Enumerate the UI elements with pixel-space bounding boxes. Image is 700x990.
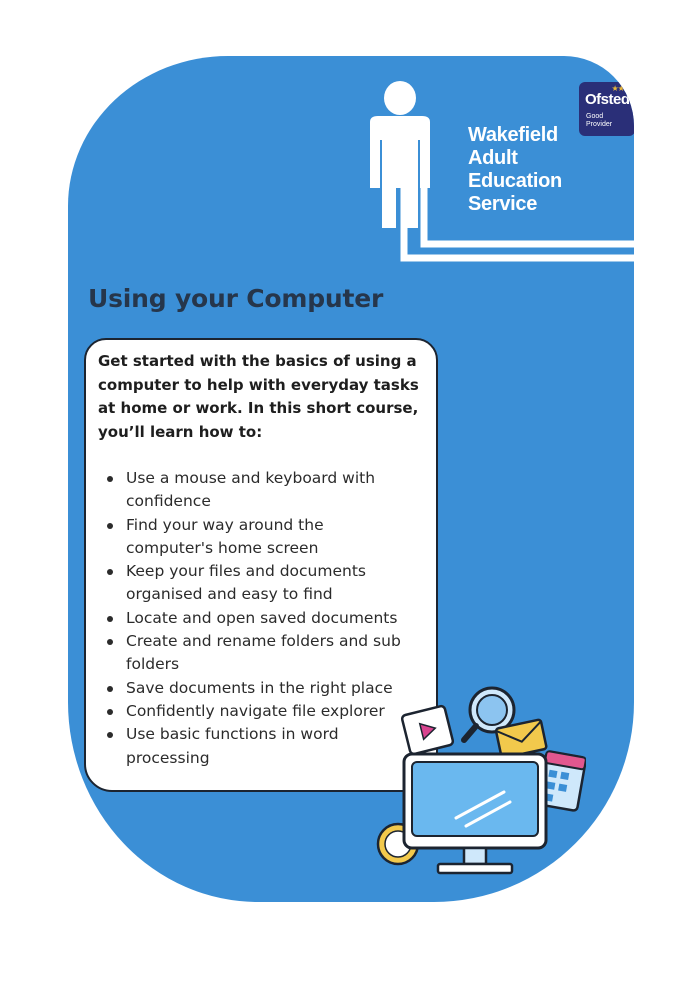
organisation-name-line: Education xyxy=(468,170,562,192)
list-item-text: confidence xyxy=(126,492,211,511)
flyer-background xyxy=(68,56,634,902)
list-item-text: Keep your files and documents xyxy=(126,562,366,581)
list-item-text: Use a mouse and keyboard with xyxy=(126,469,376,487)
ofsted-badge xyxy=(579,82,634,136)
list-item-text: processing xyxy=(126,748,210,767)
list-item-text: Find your way around the xyxy=(126,515,324,534)
intro-line: computer to help with everyday tasks xyxy=(98,375,419,394)
course-intro xyxy=(98,350,428,444)
organisation-name xyxy=(468,124,562,216)
ofsted-grade-line: Provider xyxy=(586,121,613,128)
list-item xyxy=(98,467,428,514)
list-item-text: Locate and open saved documents xyxy=(126,608,398,627)
ofsted-grade xyxy=(586,113,612,129)
list-item-text: folders xyxy=(126,655,180,674)
organisation-name-line: Service xyxy=(468,193,538,215)
list-item-text: organised and easy to find xyxy=(126,585,333,604)
organisation-name-line: Adult xyxy=(468,147,518,169)
list-item xyxy=(98,514,428,561)
organisation-name-line: Wakefield xyxy=(468,124,558,146)
ofsted-name: Ofsted xyxy=(585,91,630,108)
intro-line: at home or work. In this short course, xyxy=(98,399,419,417)
computer-illustration-icon xyxy=(376,680,586,876)
ofsted-grade-line: Good xyxy=(586,113,604,120)
list-item-text: Save documents in the right place xyxy=(126,678,393,697)
ofsted-stars-icon: ★★★ xyxy=(611,84,630,93)
list-item-text: computer's home screen xyxy=(126,538,319,557)
list-item xyxy=(98,607,428,630)
list-item-text: Create and rename folders and sub xyxy=(126,632,401,651)
list-item-text: Confidently navigate file explorer xyxy=(126,701,385,720)
intro-line: Get started with the basics of using a xyxy=(98,352,417,370)
list-item xyxy=(98,630,428,677)
list-item-text: Use basic functions in word xyxy=(126,725,339,744)
list-item xyxy=(98,560,428,607)
course-title: Using your Computer xyxy=(88,284,384,313)
intro-line: you’ll learn how to: xyxy=(98,422,263,441)
